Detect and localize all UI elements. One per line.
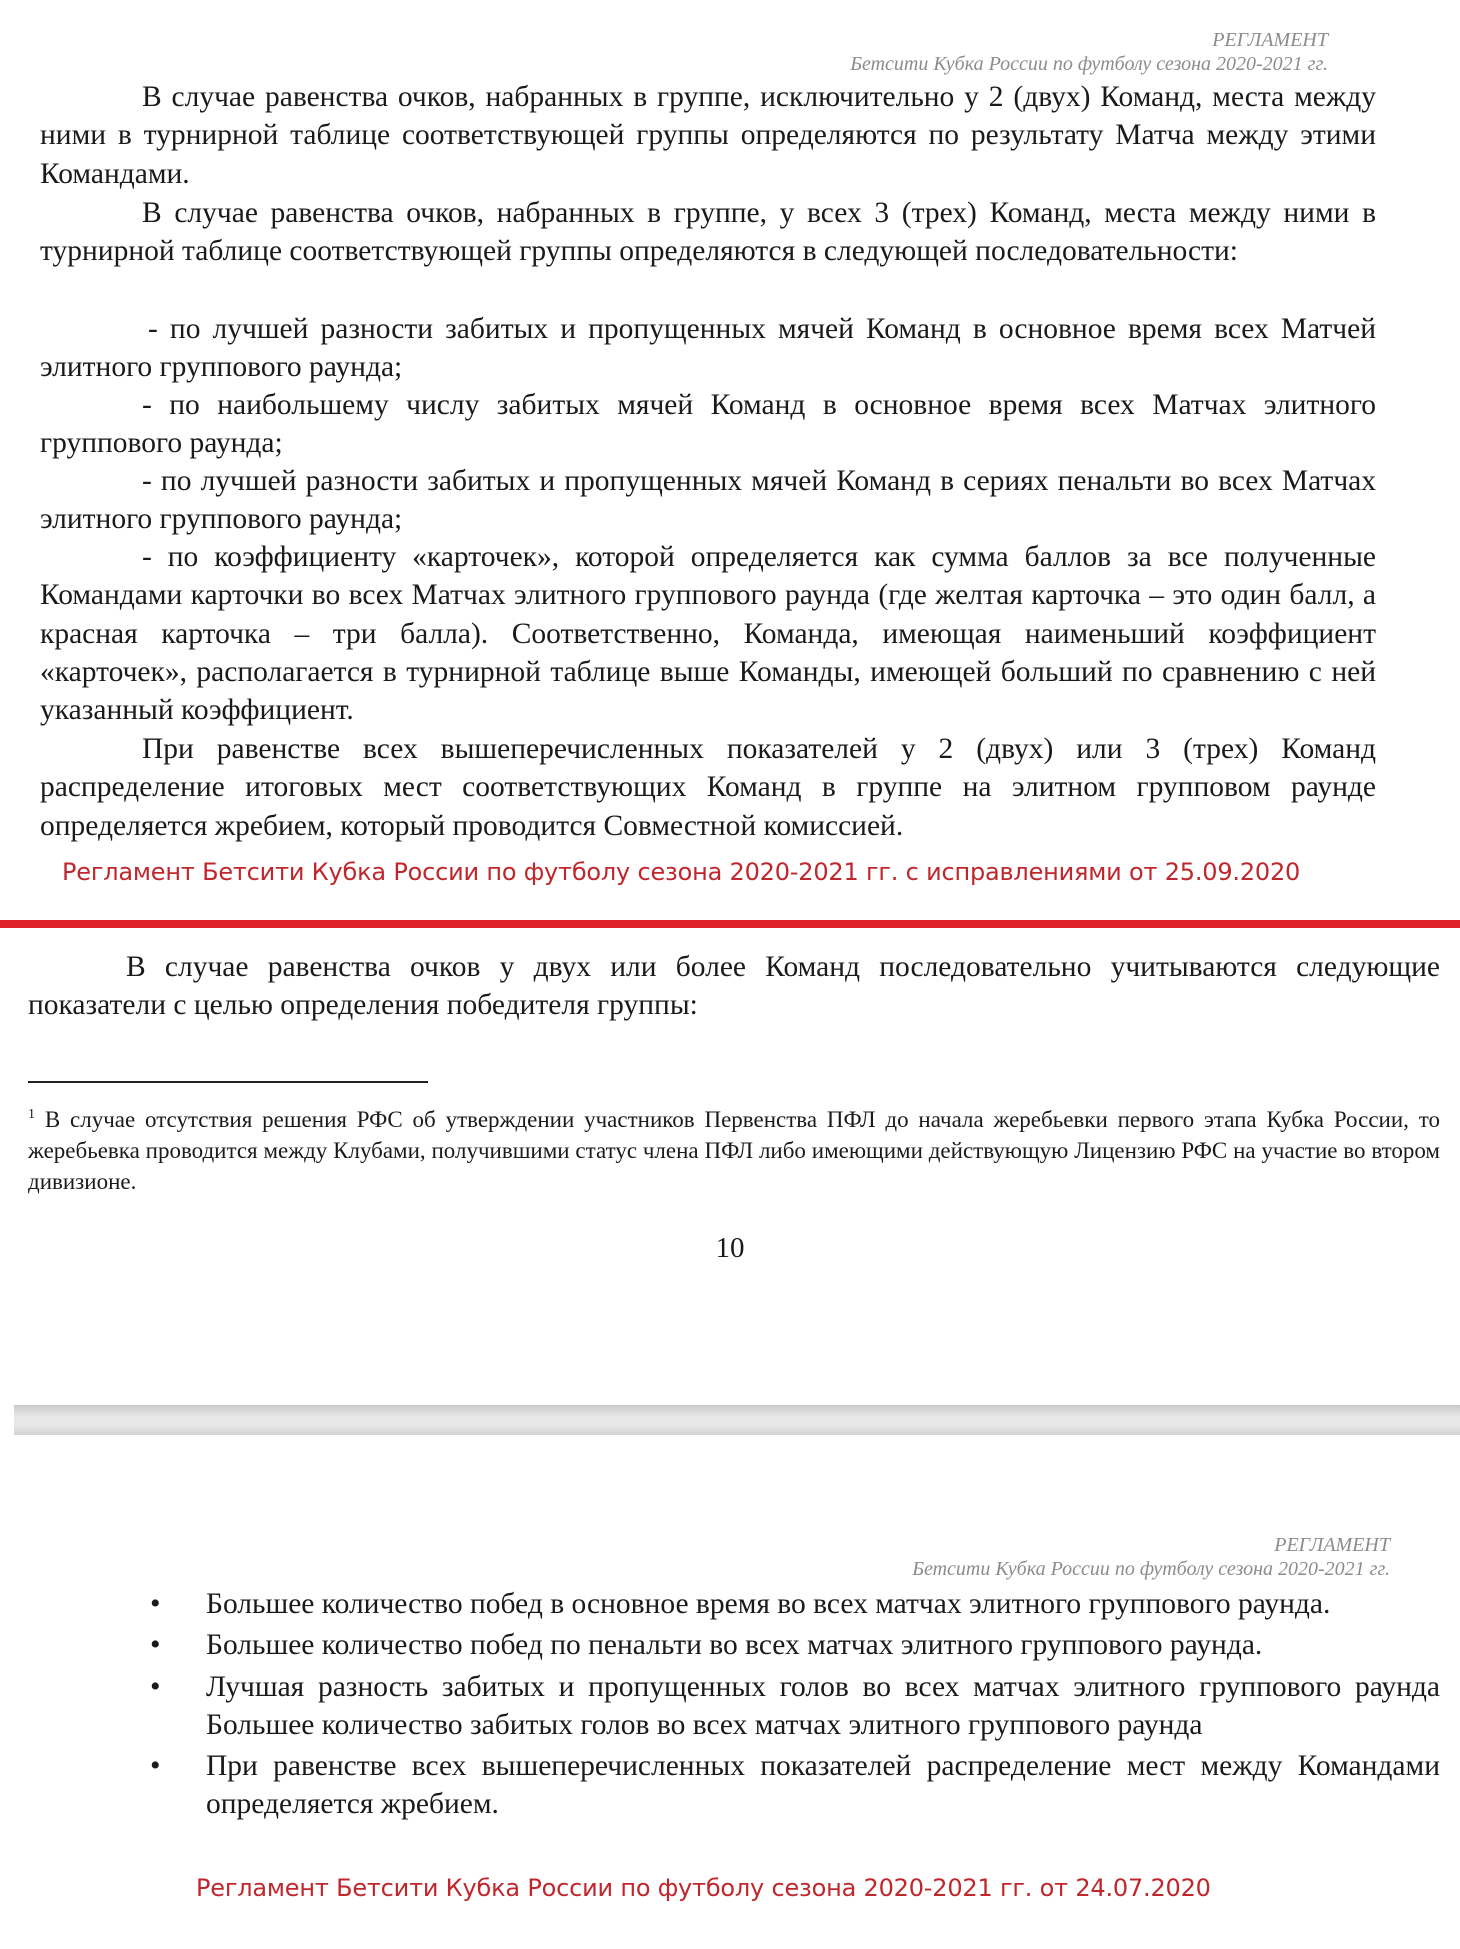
paragraph-tie-criteria-intro: В случае равенства очков у двух или более Команд последовательно учитываются следующие показатели с целью определения победителя группы: xyxy=(28,951,1440,1022)
list-item-text: Большее количество побед по пенальти во всех матчах элитного группового раунда. xyxy=(206,1629,1263,1662)
list-item-text: Лучшая разность забитых и пропущенных голов во всех матчах элитного группового раунда Большее количество забитых голов во всех матчах элитного группового раунда xyxy=(206,1670,1440,1741)
page-number: 10 xyxy=(715,1232,745,1264)
tie-criteria-list xyxy=(150,1585,1440,1827)
bullet-icon: • xyxy=(150,1749,161,1783)
list-item xyxy=(150,1585,1440,1623)
footnote-marker: 1 xyxy=(28,1107,35,1122)
caption-original-24-07-2020: Регламент Бетсити Кубка России по футболу сезона 2020-2021 гг. от 24.07.2020 xyxy=(196,1874,1211,1902)
list-item-text: Большее количество побед в основное время во всех матчах элитного группового раунда. xyxy=(206,1588,1331,1620)
header-title: РЕГЛАМЕНТ xyxy=(1274,1534,1390,1556)
criterion-goal-difference: - по лучшей разности забитых и пропущенных мячей Команд в основное время всех Матчей элитного группового раунда; xyxy=(40,313,1376,384)
list-item-text: При равенстве всех вышеперечисленных показателей распределение мест между Командами определяется жребием. xyxy=(206,1750,1440,1821)
footnote-separator xyxy=(28,1081,428,1083)
header-subtitle: Бетсити Кубка России по футболу сезона 2020-2021 гг. xyxy=(850,53,1328,75)
criterion-cards-coefficient: - по коэффициенту «карточек», которой определяется как сумма баллов за все полученные Командами карточки во всех Матчах элитного группового раунда (где желтая карточка – это один балл, а красная карточка – три балла). Соответственно, Команда, имеющая наименьший коэффициент «карточек», располагается в турнирной таблице выше Команды, имеющей больший по сравнению с ней указанный коэффициент. xyxy=(40,541,1376,727)
running-header-lower xyxy=(800,1533,1390,1581)
footnote xyxy=(28,1099,1440,1197)
header-subtitle: Бетсити Кубка России по футболу сезона 2020-2021 гг. xyxy=(912,1558,1390,1580)
bullet-icon: • xyxy=(150,1587,161,1620)
footnote-text: В случае отсутствия решения РФС об утверждении участников Первенства ПФЛ до начала жеребьевки первого этапа Кубка России, то жеребьевка проводится между Клубами, получившими статус члена ПФЛ либо имеющими действующую Лицензию РФС на участие во втором дивизионе. xyxy=(28,1107,1440,1194)
list-item xyxy=(150,1747,1440,1824)
paragraph-two-teams-tie: В случае равенства очков, набранных в группе, исключительно у 2 (двух) Команд, места между ними в турнирной таблице соответствующей группы определяются по результату Матча между этими Командами. xyxy=(40,81,1376,190)
criterion-goals-scored: - по наибольшему числу забитых мячей Команд в основное время всех Матчах элитного группового раунда; xyxy=(40,389,1376,460)
caption-revision-25-09-2020: Регламент Бетсити Кубка России по футболу сезона 2020-2021 гг. с исправлениями от 25.09.2020 xyxy=(62,858,1301,886)
paragraph-three-teams-tie: В случае равенства очков, набранных в группе, у всех 3 (трех) Команд, места между ними в турнирной таблице соответствующей группы определяются в следующей последовательности: xyxy=(40,197,1376,268)
list-item xyxy=(150,1626,1440,1664)
running-header-upper xyxy=(700,28,1328,76)
bullet-icon: • xyxy=(150,1669,161,1703)
criterion-penalty-difference: - по лучшей разности забитых и пропущенных мячей Команд в сериях пенальти во всех Матчах элитного группового раунда; xyxy=(40,465,1376,536)
red-divider xyxy=(0,920,1460,928)
paragraph-drawing-lots: При равенстве всех вышеперечисленных показателей у 2 (двух) или 3 (трех) Команд распределение итоговых мест соответствующих Команд в группе на элитном групповом раунде определяется жребием, который проводится Совместной комиссией. xyxy=(40,733,1376,842)
page-separator xyxy=(14,1405,1460,1435)
bullet-icon: • xyxy=(150,1628,161,1662)
list-item xyxy=(150,1668,1440,1745)
header-title: РЕГЛАМЕНТ xyxy=(1212,29,1328,51)
